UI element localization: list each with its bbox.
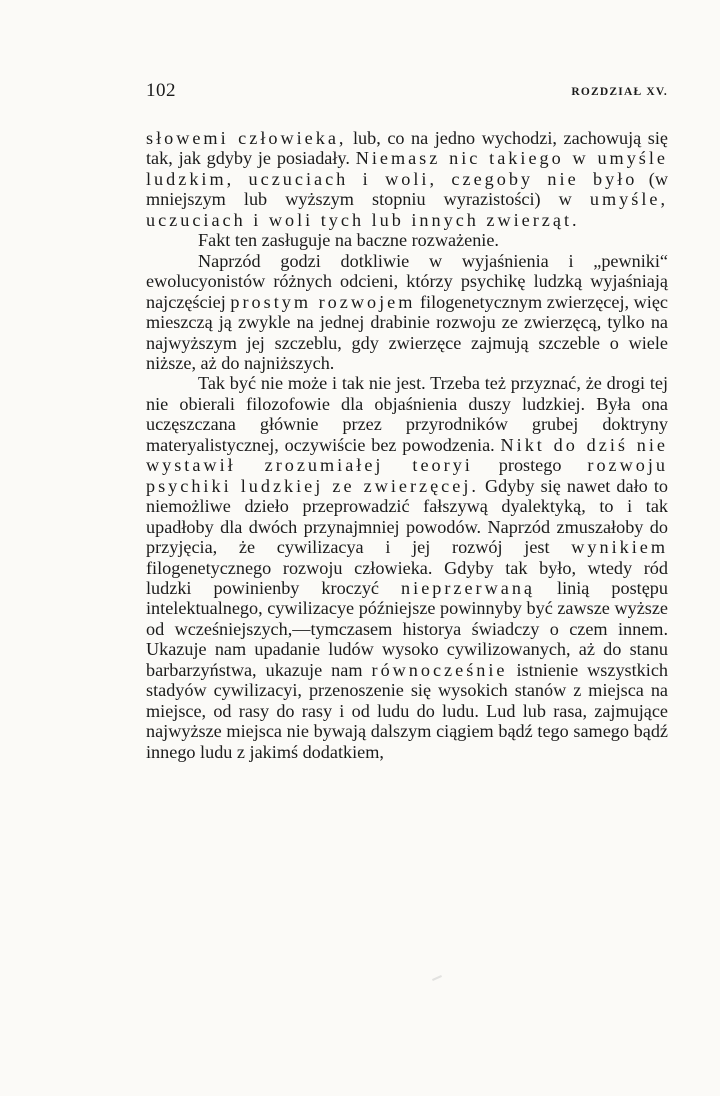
text-run: Naprzód godzi dotkliwie w wyjaśnienia i „pewniki“ ewolucyonistów różnych odcieni, którzy psychikę ludzką wyjaśniają najczęściej [146,250,668,312]
spaced-text: słowemi człowieka, [146,128,347,148]
text-run: lub, co na jedno wychodzi, zachowują się tak, jak gdyby je posiadały. [146,128,668,169]
text-run: istnienie wszystkich stadyów cywilizacyi, przenoszenie się wysokich stanów z miejsca na miejsce, od rasy do rasy i od ludu do ludu. Lud lub rasa, zajmujące najwyższe miejsca nie bywają dalszym ciągiem bądź tego samego bądź innego ludu z jakimś dodatkiem, [146,659,668,762]
paragraph-2 [146,230,668,250]
spaced-text: prostym rozwojem [230,291,416,312]
paragraph-4 [146,373,668,762]
text-run: Tak być nie może i tak nie jest. Trzeba też przyznać, że drogi tej nie obierali filozofowie dla objaśnienia duszy ludzkiej. Była ona uczęszczana głównie przez przyrodników grubej doktryny materyalistycznej, oczywiście bez powodzenia. [146,373,668,455]
spaced-text: nieprzerwaną [401,577,535,598]
spaced-text: wynikiem [571,537,668,558]
ink-mark [432,975,442,981]
text-run: prostego [472,455,588,476]
body-text [146,128,668,762]
spaced-text: Nikt do dziś nie wystawił zrozumiałej teoryi [146,434,668,476]
spaced-text: rozwoju psychiki ludzkiej ze zwierzęcej. [146,455,668,496]
text-run: Fakt ten zasługuje na baczne rozważenie. [198,230,499,251]
text-run: Gdyby się nawet dało to niemożliwe dzieło przeprowadzić fałszywą dyalektyką, to i tak upadłoby dla dwóch przynajmniej powodów. Naprzód zmuszałoby do przyjęcia, że cywilizacya i jej rozwój jest [146,475,668,558]
text-run: filogenetycznym zwierzęcej, więc mieszczą ją zwykle na jednej drabinie rozwoju ze zwierzęcą, tylko na najwyższym jej szczeblu, gdy zwierzęce zajmują szczeble o wiele niższe, aż do najniższych. [146,291,668,373]
paragraph-1 [146,128,668,230]
running-head: ROZDZIAŁ XV. [571,86,668,98]
page-number: 102 [146,80,176,101]
text-run: linią postępu intelektualnego, cywilizacye późniejsze powinnyby być zawsze wyższe od wcześniejszych,—tymczasem historya świadczy o czem innem. Ukazuje nam upadanie ludów wysoko cywilizowanych, aż do stanu barbarzyństwa, ukazuje nam [146,577,668,680]
text-run: filogenetycznego rozwoju człowieka. Gdyby tak było, wtedy ród ludzki powinienby kroczyć [146,557,668,598]
spaced-text: równocześnie [371,659,508,680]
spaced-text: umyśle, uczuciach i woli tych lub innych zwierząt. [146,189,668,230]
page-header [146,80,668,110]
spaced-text: Niemasz nic takiego w umyśle ludzkim, uczuciach i woli, czegoby nie było [146,148,668,189]
text-run: (w mniejszym lub wyższym stopniu wyrazistości) w [146,168,668,210]
paragraph-3 [146,251,668,374]
